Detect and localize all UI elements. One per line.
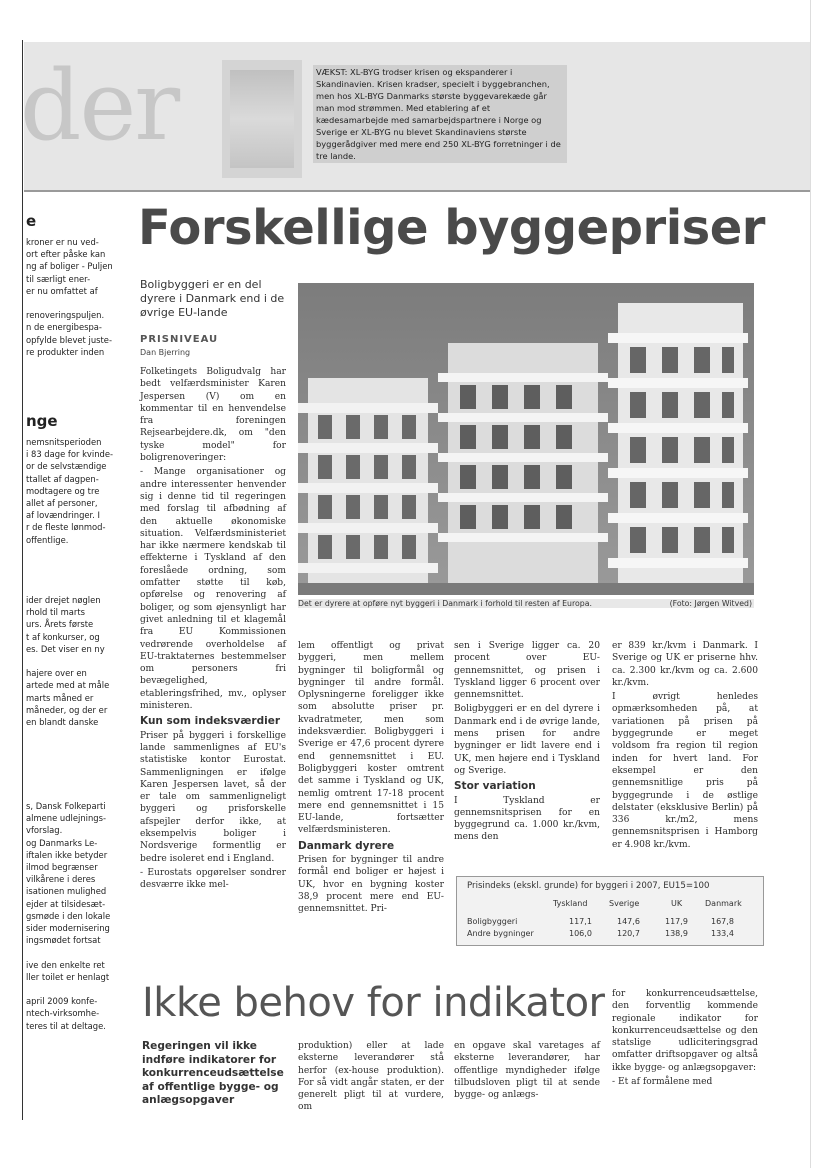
body-paragraph: Prisen for bygninger til andre formål end boliger er højest i UK, hvor en bygning koster 38,9 procent mere end EU-gennemsnittet. Pri-	[298, 855, 444, 915]
left-column-line: iftalen ikke betyder	[26, 849, 108, 860]
left-column-line: kroner er nu ved-	[26, 237, 99, 247]
article-column-4	[612, 640, 758, 853]
left-column-line: ider drejet nøglen	[26, 595, 101, 605]
masthead: der	[20, 50, 179, 162]
table-col-header: Sverige	[609, 899, 640, 908]
page-edge-right	[810, 0, 811, 1168]
article2-column-3: en opgave skal varetages af eksterne leverandører, har offentlige myndigheder ifølge tilbudsloven pligt til at sende bygge- og anlægs-	[454, 1041, 600, 1101]
left-column-line: ttallet af dagpen-	[26, 473, 99, 484]
left-column-line: er nu omfattet af	[26, 285, 98, 296]
article2-deck: Regeringen vil ikke indføre indikatorer for konkurrenceudsættelse af offentlige bygge- og anlægsopgaver	[142, 1040, 284, 1106]
body-paragraph: lem offentligt og privat byggeri, men mellem bygninger til boligformål og bygninger til andre formål. Oplysningerne foreligger ikke som absolutte priser pr. kvadratmeter, men som indeksværdier. Boligbyggeri i Sverige er 47,6 procent dyrere end gennemsnittet i EU. Boligbyggeri koster omtrent det samme i Tyskland og UK, nemlig omtrent 17-18 procent mere end gennemsnittet i 15 EU-lande, fortsætter velfærdsministeren.	[298, 641, 444, 836]
left-column-line: allet af personer,	[26, 498, 98, 509]
left-column-line: r de fleste lønmod-	[26, 522, 106, 533]
table-cell: 106,0	[569, 929, 592, 938]
left-column-line: rhold til marts	[26, 607, 86, 618]
left-column-line: almene udlejnings-	[26, 813, 106, 824]
left-column-line: måneder, og der er	[26, 704, 108, 715]
left-column-line: urs. Årets første	[26, 619, 94, 630]
left-column-line: renoveringspuljen.	[26, 310, 105, 321]
left-column-line: marts måned er	[26, 692, 94, 703]
xl-byg-logo-image	[222, 60, 302, 178]
left-column-line: sider modernisering	[26, 923, 110, 934]
left-column-line	[26, 297, 122, 309]
left-block1	[26, 236, 122, 358]
table-cell: 120,7	[617, 929, 640, 938]
body-paragraph: er 839 kr./kvm i Danmark. I Sverige og UK er priserne hhv. ca. 2.300 kr./kvm og ca. 2.600 kr./kvm.	[612, 641, 758, 688]
body-paragraph: Priser på byggeri i forskellige lande sammenlignes af EU's statistiske kontor Eurostat. Sammenligningen er ifølge Karen Jespersen lavet, så der er tale om sammenligneligt byggeri og prisforskelle afspejler derfor ikke, at eksempelvis boliger i Nordsverige formentlig er bedre isoleret end i England.	[140, 730, 286, 864]
left-column-line: vforslag.	[26, 825, 63, 836]
price-index-table	[456, 876, 764, 946]
left-block4	[26, 800, 122, 1032]
left-column-line: t af konkurser, og	[26, 631, 100, 642]
photo-caption	[298, 599, 754, 608]
photo-caption-text: Det er dyrere at opføre nyt byggeri i Danmark i forhold til resten af Europa.	[298, 599, 592, 608]
page-edge	[22, 40, 23, 1120]
left-column-line: ingsmødet fortsat	[26, 935, 101, 946]
body-paragraph: for konkurrenceudsættelse, den forventlig kommende regionale indikator for konkurrenceudsættelse og den statslige udliciteringsgrad omfatter driftsopgaver og altså ikke bygge- og anlægsopgaver:	[612, 989, 758, 1073]
left-column-line: es. Det viser en ny	[26, 643, 105, 654]
subhead-danmark-dyrere: Danmark dyrere	[298, 839, 395, 852]
left-column-line: ilmod begrænser	[26, 862, 98, 873]
article-column-1	[140, 366, 286, 893]
body-paragraph: I Tyskland er gennemsnitsprisen for en byggegrund ca. 1.000 kr./kvm, mens den	[454, 795, 600, 843]
table-cell: 147,6	[617, 917, 640, 926]
left-column-line: offentlige.	[26, 534, 69, 545]
article-column-2	[298, 640, 444, 918]
left-block3	[26, 594, 122, 728]
table-title: Prisindeks (ekskl. grunde) for byggeri i 2007, EU15=100	[467, 881, 710, 891]
article2-headline: Ikke behov for indikator	[142, 980, 605, 1026]
table-cell: 138,9	[665, 929, 688, 938]
article2-column-4	[612, 988, 758, 1090]
body-paragraph: - Eurostats opgørelser sondrer desværre ikke mel-	[140, 867, 286, 891]
left-column-line: ort efter påske kan	[26, 249, 106, 260]
left-column-line: or de selvstændige	[26, 461, 107, 472]
left-column-line: gsmøde i den lokale	[26, 910, 111, 921]
table-cell: 133,4	[711, 929, 734, 938]
left-column-line: re produkter inden	[26, 346, 105, 357]
left-column-line: til særligt ener-	[26, 273, 91, 284]
article-deck: Boligbyggeri er en del dyrere i Danmark end i de øvrige EU-lande	[140, 278, 285, 319]
table-col-header: UK	[671, 899, 683, 908]
article-column-3	[454, 640, 600, 846]
left-column-line: ive den enkelte ret	[26, 959, 105, 970]
left-column-line: modtagere og tre	[26, 485, 100, 496]
left-block2-heading: nge	[26, 412, 58, 430]
table-cell: 117,1	[569, 917, 592, 926]
left-column-line: nemsnitsperioden	[26, 437, 102, 447]
left-column-line: vilkårene i deres	[26, 874, 96, 885]
left-column-line: af lovændringer. I	[26, 510, 101, 521]
section-label: PRISNIVEAU	[140, 334, 219, 345]
left-column-line: artede med at måle	[26, 680, 110, 691]
table-col-header: Tyskland	[553, 899, 588, 908]
left-column-line: hajere over en	[26, 668, 87, 679]
table-cell: 117,9	[665, 917, 688, 926]
body-paragraph: Folketingets Boligudvalg har bedt velfærdsminister Karen Jespersen (V) om en kommentar til en henvendelse fra foreningen Rejsearbejdere.dk, om "den tyske model" for boligrenoveringer:	[140, 367, 286, 464]
body-paragraph: - Et af formålene med	[612, 1077, 713, 1088]
body-paragraph: - Mange organisationer og andre interessenter henvender sig i denne tid til regeringen med forslag til afbødning af den aktuelle økonomiske situation. Velfærdsministeriet har ikke nærmere kendskab til effekterne i Tyskland af den foreslåede ordning, som omfatter støtte til køb, opførelse og renovering af boliger, og som øjensynligt har givet anledning til et klagemål fra EU Kommissionen vedrørende overholdelse af EU-traktaternes bestemmelser om personers fri bevægelighed, etableringsfrihed, mv., oplyser ministeren.	[140, 467, 286, 712]
table-cell: 167,8	[711, 917, 734, 926]
left-block2	[26, 436, 122, 546]
left-column-line: i 83 dage for kvinde-	[26, 449, 113, 460]
body-paragraph: Boligbyggeri er en del dyrere i Danmark end i de øvrige lande, mens prisen for andre bygninger er lidt lavere end i UK, men højere end i Tyskland og Sverige.	[454, 704, 600, 776]
left-column-line	[26, 983, 122, 995]
subhead-indeksvaerdier: Kun som indeksværdier	[140, 715, 281, 728]
body-paragraph: I øvrigt henledes opmærksomheden på, at variationen på prisen på byggegrunde er meget voldsom fra region til region inden for hvert land. For eksempel er den gennemsnitlige pris på byggegrunde i de østlige delstater (eksklusive Berlin) på 336 kr./m2, mens gennemsnitsprisen i Hamborg er 4.908 kr./kvm.	[612, 692, 758, 850]
left-column-line: ng af boliger - Puljen	[26, 261, 113, 272]
left-column-line: ejder at tilsidesæt-	[26, 898, 106, 909]
byline: Dan Bjerring	[140, 348, 191, 357]
left-column-line: teres til at deltage.	[26, 1020, 106, 1031]
article2-column-2: produktion) eller at lade eksterne leverandører stå herfor (ex-house produktion). For så vidt angår staten, er der generelt pligt til at vurdere, om	[298, 1041, 444, 1113]
left-column-line: og Danmarks Le-	[26, 837, 98, 848]
left-block1-heading: e	[26, 212, 37, 230]
left-column-line	[26, 946, 122, 958]
subhead-stor-variation: Stor variation	[454, 780, 536, 793]
building-photo	[298, 283, 754, 595]
left-column-line: n de energibespa-	[26, 322, 102, 333]
table-row-label: Andre bygninger	[467, 929, 534, 938]
left-column-line: s, Dansk Folkeparti	[26, 801, 106, 811]
left-column-line: opfylde blevet juste-	[26, 334, 112, 345]
left-column-line: april 2009 konfe-	[26, 996, 98, 1007]
body-paragraph: sen i Sverige ligger ca. 20 procent over EU-gennemsnittet, og prisen i Tyskland ligger 6 procent over gennemsnittet.	[454, 641, 600, 701]
building-photo-illustration	[298, 283, 754, 595]
table-col-header: Danmark	[705, 899, 742, 908]
left-column-line: ntech-virksomhe-	[26, 1008, 100, 1019]
article-headline: Forskellige byggepriser	[138, 200, 765, 256]
left-column-line: isationen mulighed	[26, 886, 107, 897]
left-column-line	[26, 655, 122, 667]
left-column-line: ller toilet er henlagt	[26, 971, 110, 982]
left-column-line: en blandt danske	[26, 717, 99, 728]
photo-credit: (Foto: Jørgen Witved)	[669, 599, 752, 608]
table-row-label: Boligbyggeri	[467, 917, 518, 926]
top-caption: VÆKST: XL-BYG trodser krisen og ekspanderer i Skandinavien. Krisen kradser, specielt i byggebranchen, men hos XL-BYG Danmarks største byggevarekæde går man mod strømmen. Med etablering af et kædesamarbejde med samarbejdspartnere i Norge og Sverige er XL-BYG nu blevet Skandinaviens største byggerådgiver med mere end 250 XL-BYG forretninger i de tre lande.	[313, 65, 567, 163]
header-rule	[24, 190, 810, 192]
